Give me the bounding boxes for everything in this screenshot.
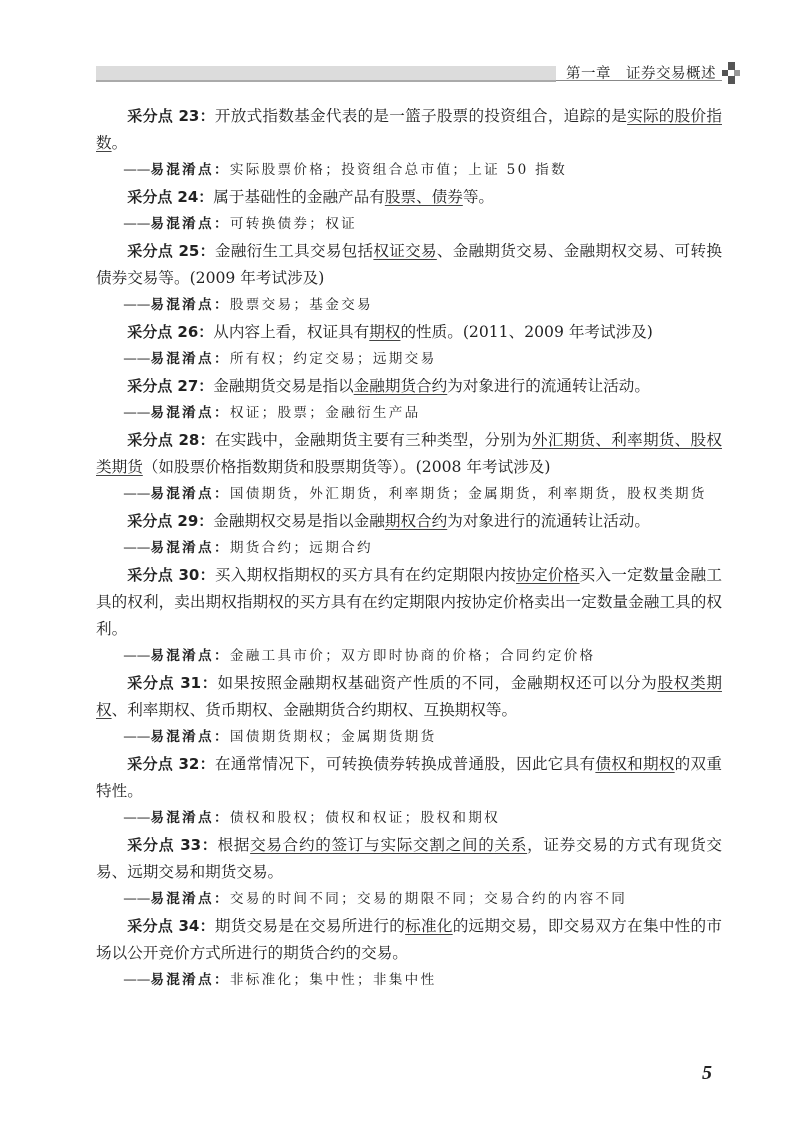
study-point-label: 采分点 25： bbox=[127, 242, 215, 260]
confusion-point bbox=[96, 886, 722, 913]
study-point bbox=[96, 751, 722, 805]
page-number: 5 bbox=[702, 1062, 712, 1084]
text-segment: 在通常情况下，可转换债券转换成普通股，因此它具有 bbox=[214, 755, 596, 773]
study-point bbox=[96, 427, 722, 481]
text-segment: 金融衍生工具交易包括 bbox=[214, 242, 374, 260]
text-segment: 如果按照金融期权基础资产性质的不同，金融期权还可以分为 bbox=[217, 674, 658, 692]
confusion-label: 易混淆点： bbox=[150, 216, 230, 232]
confusion-label: 易混淆点： bbox=[150, 729, 230, 745]
study-point bbox=[96, 319, 722, 346]
confusion-text: 国债期货期权；金属期货期货 bbox=[229, 729, 437, 745]
text-segment: 根据 bbox=[217, 836, 251, 854]
confusion-label: 易混淆点： bbox=[150, 162, 230, 178]
confusion-label: 易混淆点： bbox=[150, 540, 230, 556]
text-segment: ，证券交易的方式有现货交易、远期交易和期货交易。 bbox=[96, 836, 722, 881]
text-segment: 。 bbox=[111, 134, 128, 152]
study-point-label: 采分点 32： bbox=[127, 755, 215, 773]
study-point bbox=[96, 670, 722, 724]
text-segment: 的远期交易，即交易双方在集中性的市场以公开竞价方式所进行的期货合约的交易。 bbox=[96, 917, 722, 962]
key-answer: 股权类期权 bbox=[96, 674, 722, 719]
key-answer: 协定价格 bbox=[516, 566, 580, 584]
dash: —— bbox=[123, 351, 151, 367]
confusion-label: 易混淆点： bbox=[150, 810, 230, 826]
confusion-text: 所有权；约定交易；远期交易 bbox=[229, 351, 437, 367]
study-points bbox=[96, 103, 722, 994]
text-segment: 的性质。(2011、2009 年考试涉及) bbox=[400, 323, 653, 341]
key-answer: 金融期货合约 bbox=[353, 377, 448, 395]
study-point bbox=[96, 238, 722, 292]
text-segment: 期货交易是在交易所进行的 bbox=[214, 917, 406, 935]
study-point bbox=[96, 508, 722, 535]
confusion-point bbox=[96, 481, 722, 508]
confusion-label: 易混淆点： bbox=[150, 405, 230, 421]
study-point-label: 采分点 31： bbox=[127, 674, 218, 692]
text-segment: 金融期货交易是指以 bbox=[213, 377, 354, 395]
text-segment: 为对象进行的流通转让活动。 bbox=[447, 377, 650, 395]
confusion-text: 债权和股权；债权和权证；股权和期权 bbox=[229, 810, 501, 826]
confusion-point bbox=[96, 805, 722, 832]
text-segment: 开放式指数基金代表的是一篮子股票的投资组合，追踪的是 bbox=[214, 107, 628, 125]
dash: —— bbox=[123, 405, 151, 421]
dash: —— bbox=[123, 729, 151, 745]
confusion-text: 可转换债券；权证 bbox=[229, 216, 357, 232]
confusion-text: 实际股票价格；投资组合总市值；上证 50 指数 bbox=[229, 162, 567, 178]
confusion-label: 易混淆点： bbox=[150, 891, 230, 907]
confusion-point bbox=[96, 400, 722, 427]
study-point bbox=[96, 373, 722, 400]
confusion-point bbox=[96, 724, 722, 751]
key-answer: 外汇期货、利率期货、股权类期货 bbox=[96, 431, 722, 476]
key-answer: 股票、债券 bbox=[384, 188, 463, 206]
confusion-text: 期货合约；远期合约 bbox=[229, 540, 373, 556]
study-point-label: 采分点 27： bbox=[127, 377, 214, 395]
key-answer: 标准化 bbox=[405, 917, 453, 935]
confusion-point bbox=[96, 967, 722, 994]
text-segment: 买入一定数量金融工具的权利，卖出期权指期权的买方具有在约定期限内按协定价格卖出一定数量金融工具的权利。 bbox=[96, 566, 722, 638]
study-point-label: 采分点 24： bbox=[127, 188, 214, 206]
dash: —— bbox=[123, 810, 151, 826]
confusion-point bbox=[96, 211, 722, 238]
text-segment: 买入期权指期权的买方具有在约定期限内按 bbox=[214, 566, 517, 584]
dash: —— bbox=[123, 972, 151, 988]
confusion-point bbox=[96, 346, 722, 373]
key-answer: 期权 bbox=[369, 323, 401, 341]
confusion-point bbox=[96, 157, 722, 184]
study-point-label: 采分点 34： bbox=[127, 917, 215, 935]
study-point-label: 采分点 33： bbox=[127, 836, 218, 854]
chapter-title: 第一章 证券交易概述 bbox=[566, 66, 716, 82]
dash: —— bbox=[123, 216, 151, 232]
confusion-point bbox=[96, 292, 722, 319]
key-answer: 权证交易 bbox=[373, 242, 437, 260]
confusion-text: 非标准化；集中性；非集中性 bbox=[229, 972, 437, 988]
confusion-label: 易混淆点： bbox=[150, 648, 230, 664]
text-segment: 在实践中，金融期货主要有三种类型，分别为 bbox=[214, 431, 532, 449]
text-segment: 、利率期权、货币期权、金融期货合约期权、互换期权等。 bbox=[111, 701, 518, 719]
study-point bbox=[96, 184, 722, 211]
confusion-text: 权证；股票；金融衍生产品 bbox=[229, 405, 421, 421]
text-segment: （如股票价格指数期货和股票期货等）。(2008 年考试涉及) bbox=[142, 458, 551, 476]
key-answer: 实际的股价指数 bbox=[96, 107, 722, 152]
confusion-point bbox=[96, 535, 722, 562]
text-segment: 从内容上看，权证具有 bbox=[213, 323, 370, 341]
dash: —— bbox=[123, 540, 151, 556]
text-segment: 属于基础性的金融产品有 bbox=[213, 188, 385, 206]
dash: —— bbox=[123, 297, 151, 313]
key-answer: 期权合约 bbox=[384, 512, 448, 530]
checker-squares-icon bbox=[722, 62, 740, 84]
study-point-label: 采分点 28： bbox=[127, 431, 215, 449]
confusion-text: 交易的时间不同；交易的期限不同；交易合约的内容不同 bbox=[229, 891, 628, 907]
study-point-label: 采分点 26： bbox=[127, 323, 214, 341]
dash: —— bbox=[123, 162, 151, 178]
text-segment: 的双重特性。 bbox=[96, 755, 722, 800]
confusion-text: 股票交易；基金交易 bbox=[229, 297, 373, 313]
confusion-label: 易混淆点： bbox=[150, 297, 230, 313]
confusion-text: 金融工具市价；双方即时协商的价格；合同约定价格 bbox=[229, 648, 596, 664]
dash: —— bbox=[123, 486, 151, 502]
study-point bbox=[96, 913, 722, 967]
dash: —— bbox=[123, 891, 151, 907]
text-segment: 为对象进行的流通转让活动。 bbox=[447, 512, 650, 530]
study-point bbox=[96, 562, 722, 643]
key-answer: 债权和期权 bbox=[595, 755, 675, 773]
study-point-label: 采分点 23： bbox=[127, 107, 215, 125]
confusion-label: 易混淆点： bbox=[150, 486, 230, 502]
text-segment: 等。 bbox=[462, 188, 495, 206]
key-answer: 交易合约的签订与实际交割之间的关系 bbox=[250, 836, 528, 854]
study-point bbox=[96, 832, 722, 886]
text-segment: 金融期权交易是指以金融 bbox=[213, 512, 385, 530]
header-bar bbox=[96, 66, 556, 82]
study-point-label: 采分点 29： bbox=[127, 512, 214, 530]
text-segment: 、金融期货交易、金融期权交易、可转换债券交易等。(2009 年考试涉及) bbox=[96, 242, 722, 287]
confusion-text: 国债期货，外汇期货，利率期货；金属期货，利率期货，股权类期货 bbox=[229, 486, 707, 502]
confusion-point bbox=[96, 643, 722, 670]
study-point bbox=[96, 103, 722, 157]
confusion-label: 易混淆点： bbox=[150, 972, 230, 988]
study-point-label: 采分点 30： bbox=[127, 566, 215, 584]
confusion-label: 易混淆点： bbox=[150, 351, 230, 367]
dash: —— bbox=[123, 648, 151, 664]
